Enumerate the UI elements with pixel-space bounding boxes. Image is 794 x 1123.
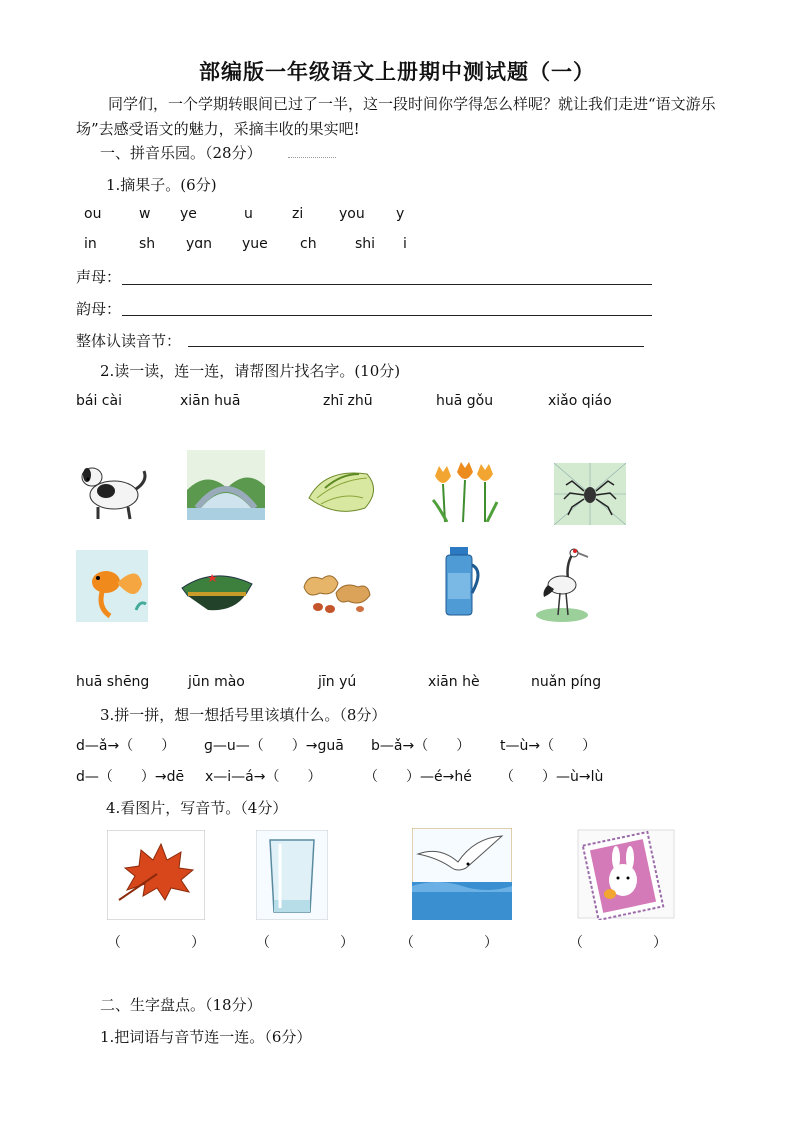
shengmu-label: 声母： (76, 268, 122, 286)
spelling-blank[interactable]: x—i—á→（ ） (205, 769, 322, 785)
q3-title: 3.拼一拼，想一想括号里该填什么。（8分） (100, 706, 387, 724)
pinyin-item: yɑn (186, 236, 213, 252)
dotted-divider (288, 157, 336, 158)
pinyin-label: jīn yú (318, 674, 357, 690)
pinyin-item: i (403, 236, 407, 252)
spelling-blank[interactable]: b—ǎ→（ ） (371, 738, 471, 754)
pinyin-item: ch (300, 236, 317, 252)
answer-parentheses[interactable]: （ ） (400, 935, 498, 951)
cabbage-icon (305, 468, 381, 516)
seagull-icon (412, 828, 512, 920)
q2-title: 2.读一读，连一连，请帮图片找名字。(10分) (100, 362, 401, 380)
pinyin-item: in (84, 236, 97, 252)
spelling-blank[interactable]: d—ǎ→（ ） (76, 738, 176, 754)
pinyin-item: ou (84, 206, 102, 222)
peanut-icon (298, 565, 372, 615)
spelling-blank[interactable]: d—（ ）→dē (76, 769, 185, 785)
pinyin-item: zi (292, 206, 304, 222)
crane-icon (532, 545, 590, 625)
glass-icon (256, 830, 328, 920)
spider-icon (554, 463, 626, 525)
spelling-blank[interactable]: t—ù→（ ） (500, 738, 597, 754)
yunmu-answer-line[interactable] (122, 315, 652, 316)
pinyin-label: huā shēng (76, 674, 150, 690)
thermos-icon (440, 543, 486, 617)
pinyin-item: sh (139, 236, 156, 252)
maple-leaf-icon (107, 830, 205, 920)
goldfish-icon (76, 550, 148, 622)
section2-heading: 二、生字盘点。（18分） (100, 996, 262, 1014)
pinyin-label: nuǎn píng (531, 674, 602, 690)
answer-parentheses[interactable]: （ ） (256, 935, 354, 951)
spelling-blank[interactable]: （ ）—é→hé (364, 769, 472, 785)
pinyin-item: ye (180, 206, 197, 222)
pinyin-item: you (339, 206, 365, 222)
military-cap-icon (174, 566, 258, 616)
pinyin-item: w (139, 206, 151, 222)
q1-title: 1.摘果子。(6分) (106, 176, 217, 194)
answer-parentheses[interactable]: （ ） (107, 935, 205, 951)
pinyin-label: bái cài (76, 393, 122, 409)
section2-q1-title: 1.把词语与音节连一连。（6分） (100, 1028, 312, 1046)
q4-title: 4.看图片，写音节。（4分） (106, 799, 288, 817)
zhengti-answer-line[interactable] (188, 346, 644, 347)
answer-parentheses[interactable]: （ ） (569, 935, 667, 951)
pinyin-item: y (396, 206, 405, 222)
section1-heading: 一、拼音乐园。（28分） (100, 144, 262, 162)
shengmu-answer-line[interactable] (122, 284, 652, 285)
pinyin-label: jūn mào (188, 674, 245, 690)
spelling-blank[interactable]: （ ）—ù→lù (500, 769, 604, 785)
bridge-icon (187, 450, 265, 520)
spelling-blank[interactable]: ɡ—u—（ ）→ɡuā (204, 738, 344, 754)
yunmu-label: 韵母： (76, 300, 122, 318)
pinyin-item: shi (355, 236, 376, 252)
zhengti-label: 整体认读音节： (76, 332, 182, 350)
pinyin-label: xiǎo qiáo (548, 393, 612, 409)
intro-paragraph: 同学们，一个学期转眼间已过了一半，这一段时间你学得怎么样呢？就让我们走进“语文游乐场”去感受语文的魅力，采摘丰收的果实吧! (76, 95, 716, 138)
pinyin-label: huā gǒu (436, 393, 494, 409)
stamp-icon (576, 828, 676, 920)
pinyin-item: yue (242, 236, 268, 252)
tulip-icon (427, 460, 499, 522)
pinyin-label: zhī zhū (323, 393, 373, 409)
dog-icon (76, 455, 152, 523)
page-title: 部编版一年级语文上册期中测试题（一） (199, 59, 595, 84)
pinyin-label: xiān huā (180, 393, 241, 409)
pinyin-label: xiān hè (428, 674, 480, 690)
pinyin-item: u (244, 206, 253, 222)
